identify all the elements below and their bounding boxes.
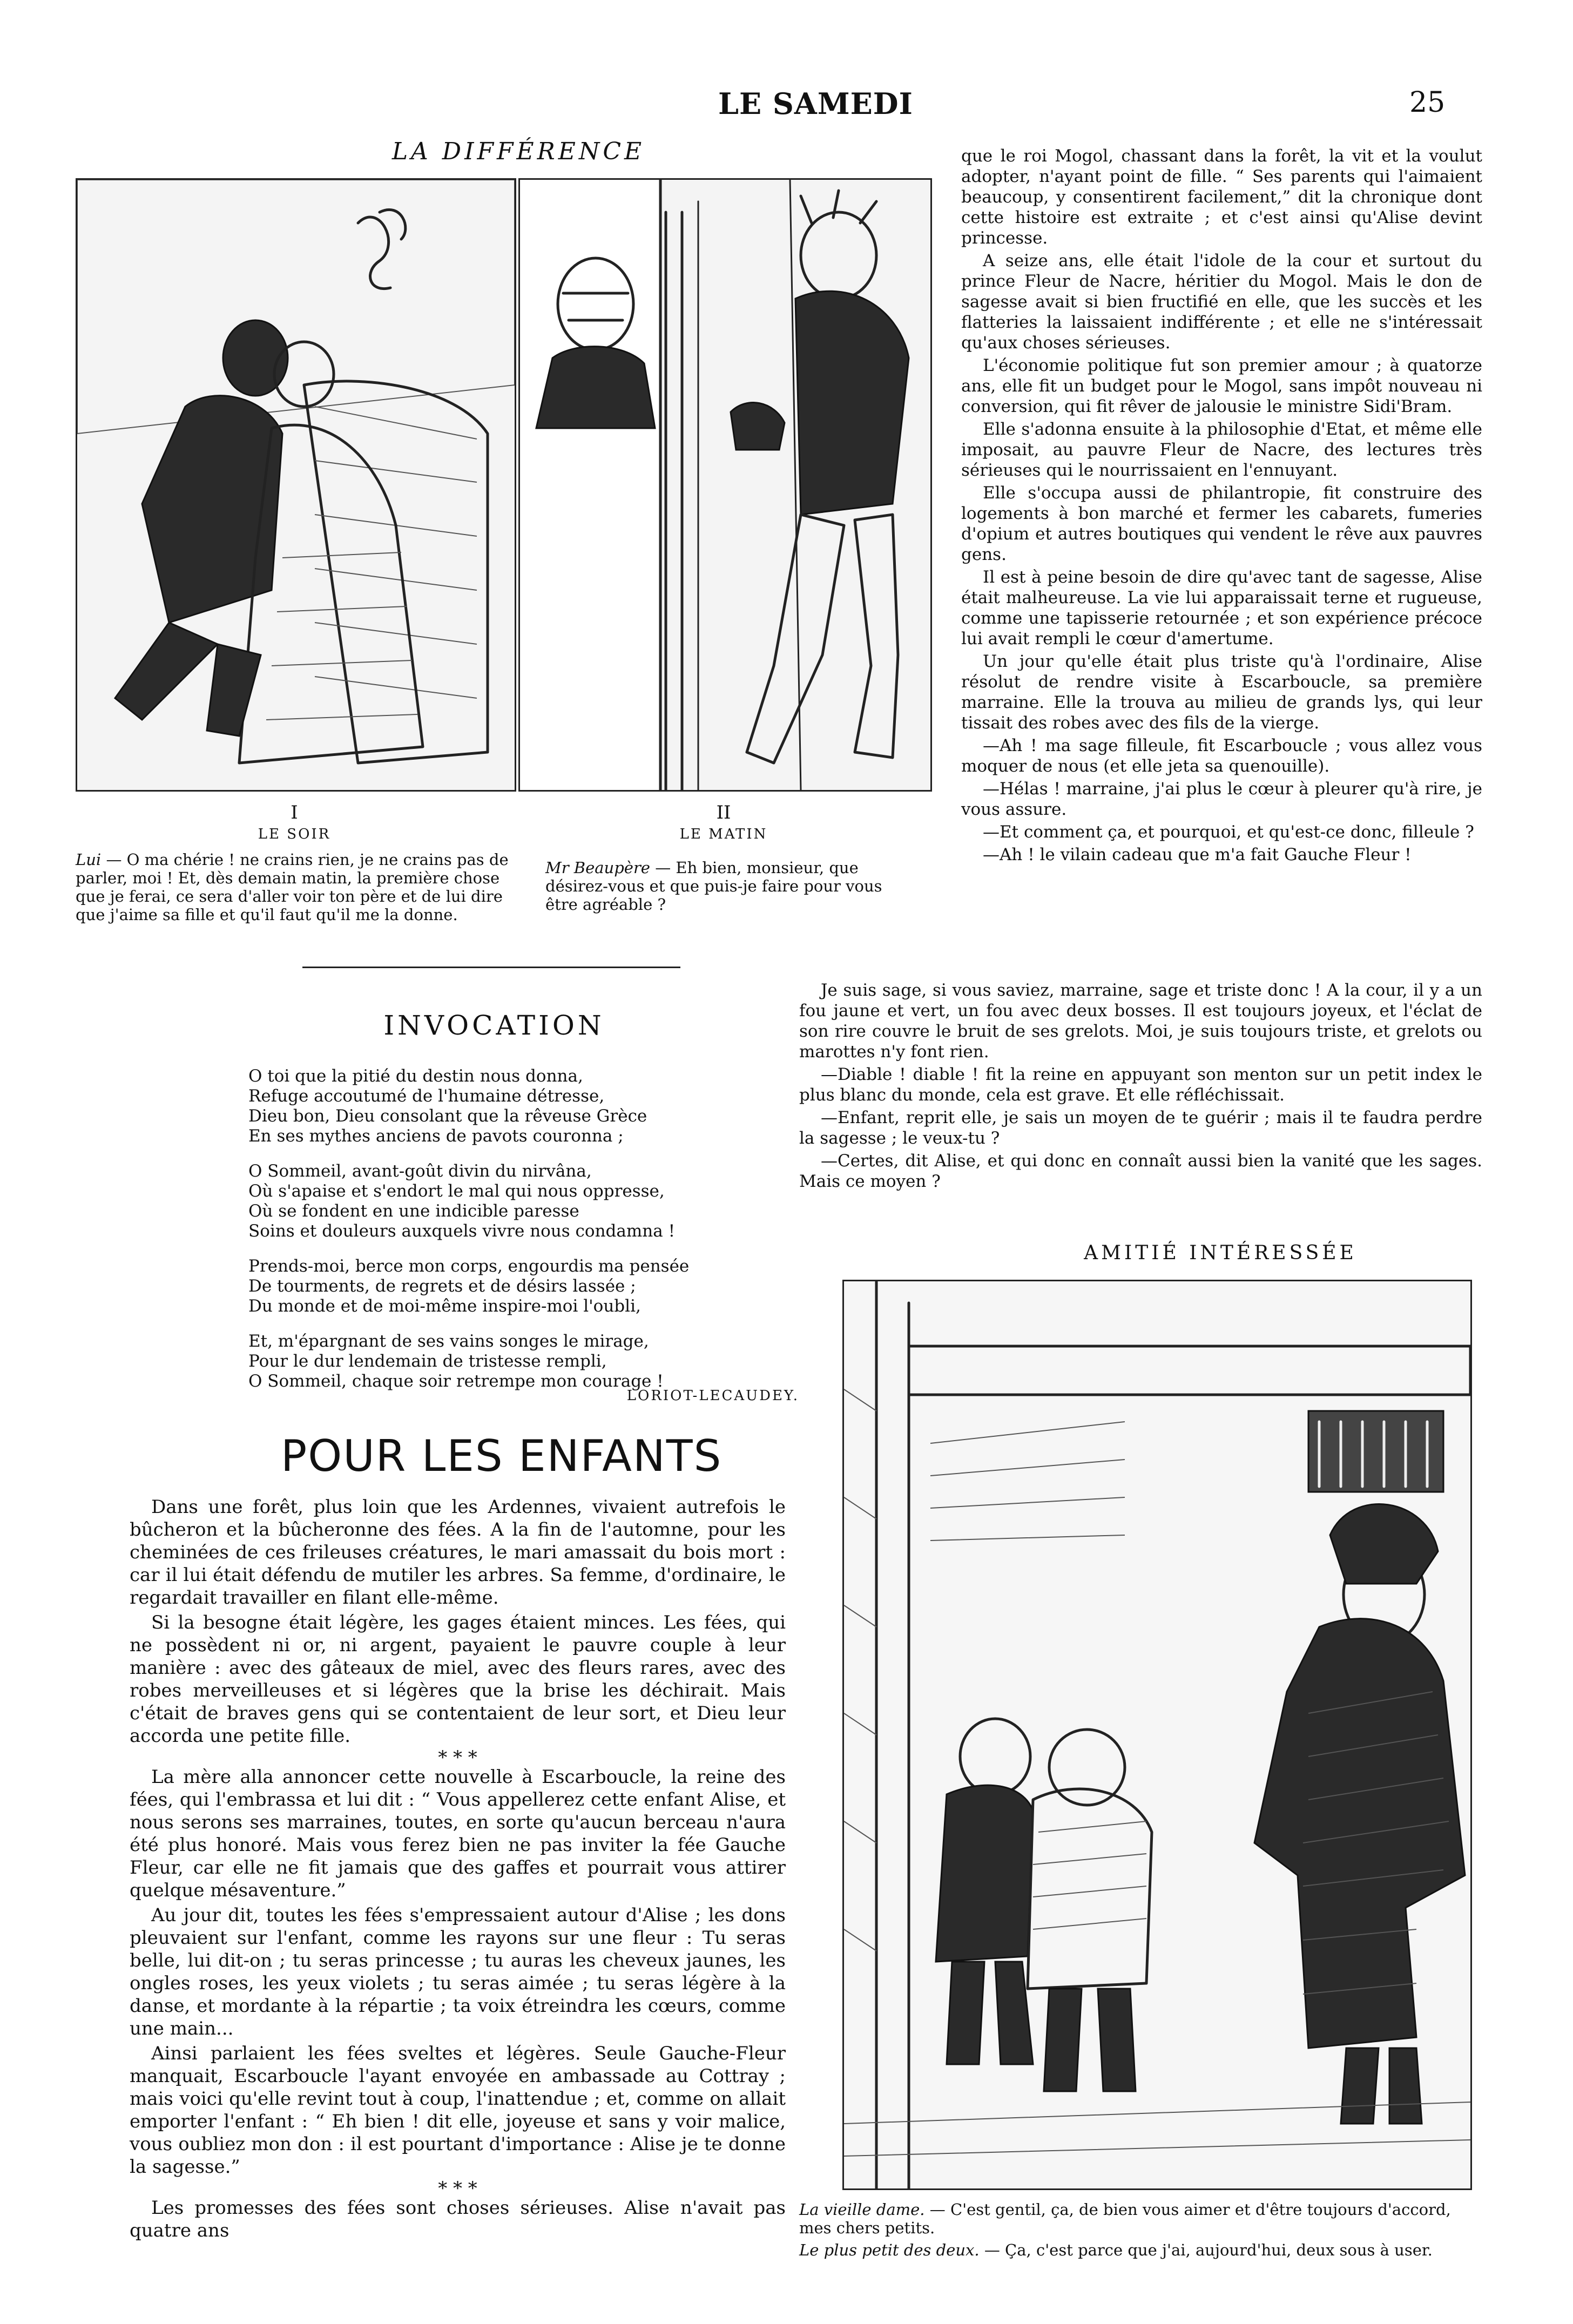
poem-line: Où s'apaise et s'endort le mal qui nous oppresse, — [248, 1181, 665, 1201]
paragraph: Dans une forêt, plus loin que les Ardennes, vivaient autrefois le bûcheron et la bûcheronne des fées. A la fin de l'automne, pour les cheminées de ces frileuses créatures, le mari amassait du bois mort : car il lui était défendu de mutiler les arbres. Sa femme, d'ordinaire, le regardait travailler en filant elle-même. — [130, 1496, 786, 1609]
paragraph: —Enfant, reprit elle, je sais un moyen de te guérir ; mais il te faudra perdre la sagesse ; le veux-tu ? — [799, 1108, 1482, 1148]
difference-title: LA DIFFÉRENCE — [391, 138, 645, 165]
poem-line: Prends-moi, berce mon corps, engourdis ma pensée — [248, 1256, 690, 1276]
enfants-right-column — [961, 146, 1482, 867]
enfants-section-1 — [130, 1496, 786, 2244]
illustration-le-soir — [76, 178, 516, 792]
panel2-speaker: Mr Beaupère — [545, 859, 650, 877]
paragraph: Si la besogne était légère, les gages étaient minces. Les fées, qui ne possèdent ni or, ni argent, payaient le pauvre couple à leur manière : avec des gâteaux de miel, avec des fleurs rares, avec des robes merveilleuses et si légères que la brise les déchirait. Mais c'était de braves gens qui se contentaient de leur sort, et Dieu leur accorda une petite fille. — [130, 1612, 786, 1747]
poem-stanza — [248, 1256, 794, 1316]
section-stars: * * * — [438, 2178, 477, 2199]
enfants-wide-section — [799, 980, 1482, 1194]
paragraph: —Ah ! ma sage filleule, fit Escarboucle ; vous allez vous moquer de nous (et elle jeta sa quenouille). — [961, 736, 1482, 776]
caption2-speaker: Le plus petit des deux. — [799, 2241, 980, 2259]
paragraph: —Et comment ça, et pourquoi, et qu'est-ce donc, filleule ? — [983, 822, 1474, 842]
poem-stanza — [248, 1332, 794, 1391]
invocation-title: INVOCATION — [383, 1010, 605, 1041]
panel1-caption — [76, 850, 513, 924]
poem-line: O toi que la pitié du destin nous donna, — [248, 1066, 583, 1086]
poem-stanza — [248, 1161, 794, 1241]
poem-line: Et, m'épargnant de ses vains songes le mirage, — [248, 1332, 649, 1351]
paragraph: Un jour qu'elle était plus triste qu'à l'ordinaire, Alise résolut de rendre visite à Escarboucle, sa première marraine. Elle la trouva au milieu de grands lys, qui leur tissait des robes avec des fils de la vierge. — [961, 652, 1482, 733]
panel2-label: LE MATIN — [679, 826, 768, 842]
page-number: 25 — [1409, 86, 1446, 119]
panel2-dialogue: — Eh bien, monsieur, que désirez-vous et que puis-je faire pour vous être agréable ? — [545, 859, 882, 914]
panel2-number: II — [716, 802, 731, 823]
poem-line: Soins et douleurs auxquels vivre nous condamna ! — [248, 1221, 676, 1241]
paragraph: Les promesses des fées sont choses sérieuses. Alise n'avait pas quatre ans — [130, 2197, 786, 2241]
illustration-amitie — [842, 1280, 1472, 2190]
poem-line: Où se fondent en une indicible paresse — [248, 1201, 579, 1221]
paragraph: —Ah ! le vilain cadeau que m'a fait Gauche Fleur ! — [983, 845, 1412, 864]
paragraph: —Certes, dit Alise, et qui donc en connaît aussi bien la vanité que les sages. Mais ce moyen ? — [799, 1151, 1482, 1191]
caption1-text: — C'est gentil, ça, de bien vous aimer et d'être toujours d'accord, mes chers petits. — [799, 2200, 1451, 2237]
paragraph: Je suis sage, si vous saviez, marraine, sage et triste donc ! A la cour, il y a un fou jaune et vert, un fou avec deux bosses. Il est toujours joyeux, et l'éclat de son rire couvre le bruit de ses grelots. Moi, je suis toujours triste, et grelots ou marottes n'y font rien. — [799, 981, 1482, 1062]
poem-line: De tourments, de regrets et de désirs lassée ; — [248, 1276, 636, 1296]
poem-line: Pour le dur lendemain de tristesse rempli, — [248, 1352, 607, 1371]
newspaper-title: LE SAMEDI — [718, 86, 913, 121]
panel2-caption — [545, 859, 918, 914]
poem-stanza — [248, 1066, 794, 1146]
poem-line: Dieu bon, Dieu consolant que la rêveuse Grèce — [248, 1106, 647, 1126]
poem-line: En ses mythes anciens de pavots couronna ; — [248, 1126, 624, 1146]
paragraph: Elle s'adonna ensuite à la philosophie d'Etat, et même elle imposait, au pauvre Fleur de Nacre, des lectures très sérieuses qui le nourrissaient en l'ennuyant. — [961, 420, 1482, 480]
poem-line: O Sommeil, chaque soir retrempe mon courage ! — [248, 1372, 664, 1391]
enfants-title: POUR LES ENFANTS — [281, 1431, 723, 1481]
poem-author: LORIOT-LECAUDEY. — [626, 1388, 799, 1404]
paragraph: Il est à peine besoin de dire qu'avec tant de sagesse, Alise était malheureuse. La vie lui apparaissait terne et rugueuse, comme une tapisserie retournée ; et son expérience précoce lui avait rempli le cœur d'amertume. — [961, 568, 1482, 648]
panel1-number: I — [291, 802, 298, 823]
panel1-dialogue: — O ma chérie ! ne crains rien, je ne crains pas de parler, moi ! Et, dès demain matin, la première chose que je ferai, ce sera d'aller voir ton père et de lui dire que j'aime sa fille et qu'il faut qu'il me la donne. — [76, 850, 509, 924]
poem-line: Du monde et de moi-même inspire-moi l'oubli, — [248, 1296, 641, 1316]
caption1-speaker: La vieille dame. — [799, 2200, 925, 2219]
paragraph: Au jour dit, toutes les fées s'empressaient autour d'Alise ; les dons pleuvaient sur l'enfant, comme les rayons sur une fleur : Tu seras belle, lui dit-on ; tu seras princesse ; tu auras les cheveux jaunes, les ongles roses, les yeux violets ; tu seras aimée ; tu seras légère à la danse, et mordante à la répartie ; ta voix étreindra les cœurs, comme une main... — [130, 1904, 786, 2039]
paragraph: Ainsi parlaient les fées sveltes et légères. Seule Gauche-Fleur manquait, Escarboucle l'ayant envoyée en ambassade au Cottray ; mais voici qu'elle revint tout à coup, l'inattendue ; et, comme on allait emporter l'enfant : “ Eh bien ! dit elle, joyeuse et sans y voir malice, vous oubliez mon don : il est pourtant d'importance : Alise je te donne la sagesse.” — [130, 2043, 786, 2178]
section-stars: * * * — [438, 1747, 477, 1768]
paragraph: A seize ans, elle était l'idole de la cour et surtout du prince Fleur de Nacre, héritier du Mogol. Mais le don de sagesse avait si bien fructifié en elle, que les succès et les flatteries la laissaient indifférente ; et elle ne s'intéressait qu'aux choses sérieuses. — [961, 251, 1482, 353]
section-divider — [302, 967, 680, 968]
father-suitor-drawing — [520, 180, 930, 790]
invocation-poem — [248, 1066, 794, 1407]
poem-line: Refuge accoutumé de l'humaine détresse, — [248, 1086, 605, 1106]
amitie-caption-2 — [799, 2241, 1480, 2259]
paragraph: —Diable ! diable ! fit la reine en appuyant son menton sur un petit index le plus blanc du monde, cela est grave. Et elle réfléchissait. — [799, 1065, 1482, 1105]
paragraph: La mère alla annoncer cette nouvelle à Escarboucle, la reine des fées, qui l'embrassa et lui dit : “ Vous appellerez cette enfant Alise, et nous serons ses marraines, toutes, en sorte qu'aucun berceau n'aura été plus honoré. Mais vous ferez bien ne pas inviter la fée Gauche Fleur, car elle ne fit jamais que des gaffes et pourrait vous attirer quelque mésaventure.” — [130, 1766, 786, 1901]
amitie-caption-1 — [799, 2200, 1480, 2237]
illustration-le-matin — [518, 178, 932, 792]
old-lady-children-drawing — [844, 1281, 1470, 2188]
poem-line: O Sommeil, avant-goût divin du nirvâna, — [248, 1161, 592, 1181]
panel1-speaker: Lui — [76, 850, 102, 869]
paragraph: Elle s'occupa aussi de philantropie, fit construire des logements à bon marché et fermer les cabarets, fumeries d'opium et autres boutiques qui vendent le rêve aux pauvres gens. — [961, 483, 1482, 564]
panel1-label: LE SOIR — [258, 826, 331, 842]
paragraph: que le roi Mogol, chassant dans la forêt, la vit et la voulut adopter, n'ayant point de fille. “ Ses parents qui l'aimaient beaucoup, y consentirent facilement,” dit la chronique dont cette histoire est extraite ; et c'est ainsi qu'Alise devint princesse. — [961, 146, 1482, 248]
amitie-title: AMITIÉ INTÉRESSÉE — [1084, 1242, 1357, 1264]
paragraph: —Hélas ! marraine, j'ai plus le cœur à pleurer qu'à rire, je vous assure. — [961, 779, 1482, 819]
paragraph: L'économie politique fut son premier amour ; à quatorze ans, elle fit un budget pour le Mogol, sans impôt nouveau ni conversion, qui fit rêver de jalousie le ministre Sidi'Bram. — [961, 356, 1482, 416]
couple-drawing — [77, 180, 515, 790]
caption2-text: — Ça, c'est parce que j'ai, aujourd'hui, deux sous à user. — [984, 2241, 1433, 2259]
